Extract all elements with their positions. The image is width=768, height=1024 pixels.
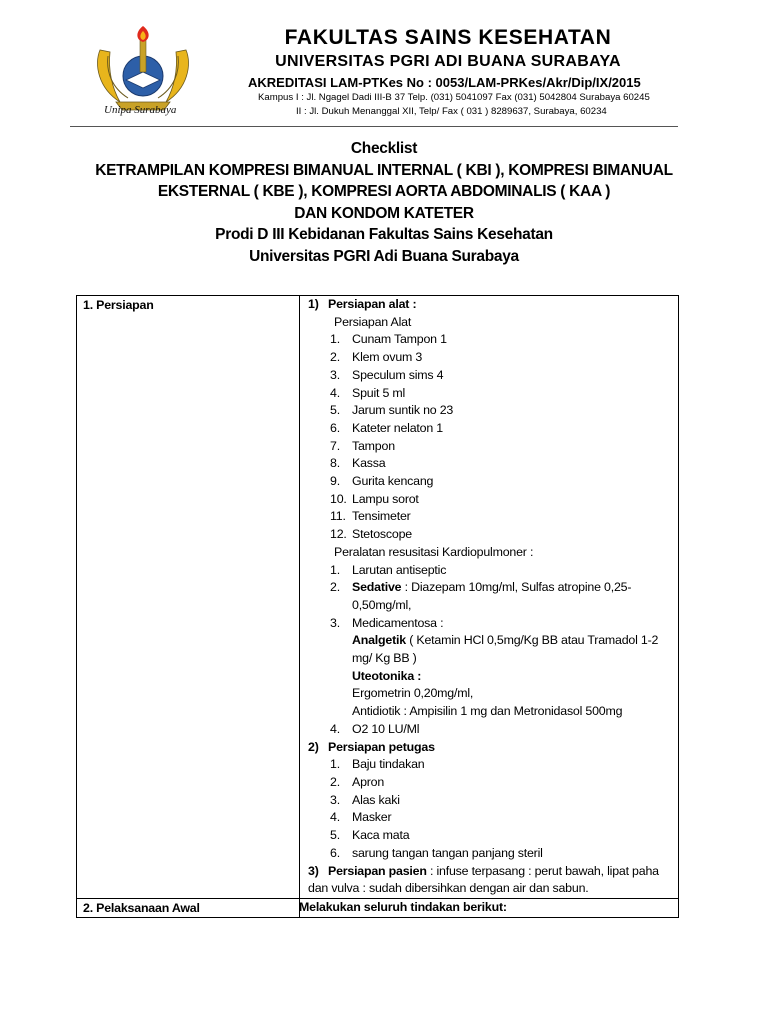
list-item: 10. Lampu sorot: [330, 491, 419, 506]
title-line: Checklist: [350, 140, 418, 157]
section-heading: 2) Persiapan petugas: [308, 739, 435, 754]
section-heading: 3) Persiapan pasien : infuse terpasang : perut bawah, lipat paha: [308, 863, 659, 878]
row-content: [300, 296, 679, 899]
list-item: 3. Speculum sims 4: [330, 367, 444, 382]
list-item: 2. Apron: [330, 774, 385, 789]
list-item: 8. Kassa: [330, 456, 386, 471]
list-item: 1. Larutan antiseptic: [330, 562, 447, 577]
letterhead: [0, 0, 768, 130]
list-item: 9. Gurita kencang: [330, 474, 434, 489]
list-item-continued: mg/ Kg BB ): [352, 651, 417, 666]
campus-address-1: Kampus I : Jl. Ngagel Dadi III-B 37 Telp. (031) 5041097 Fax (031) 5042804 Surabaya 60245: [258, 92, 650, 103]
list-item-continued: 0,50mg/ml,: [352, 597, 412, 612]
table-row: [77, 898, 679, 917]
list-item: 2. Klem ovum 3: [330, 350, 423, 365]
row-label: 2. Pelaksanaan Awal: [77, 898, 300, 917]
logo-caption: Unipa Surabaya: [104, 104, 177, 116]
staff-list: [300, 756, 672, 862]
list-item: 7. Tampon: [330, 438, 395, 453]
list-item: 3. Medicamentosa :: [330, 615, 444, 630]
program-line: Prodi D III Kebidanan Fakultas Sains Kesehatan: [215, 226, 553, 243]
list-item: 11. Tensimeter: [330, 509, 411, 524]
list-item: 4. O2 10 LU/Ml: [330, 721, 420, 736]
row-content: [300, 898, 679, 917]
list-item-continued: Analgetik ( Ketamin HCl 0,5mg/Kg BB atau Tramadol 1-2: [352, 633, 659, 648]
list-item: 6. sarung tangan tangan panjang steril: [330, 845, 543, 860]
list-item: 4. Spuit 5 ml: [330, 385, 406, 400]
title-line: DAN KONDOM KATETER: [294, 204, 474, 222]
list-item: 3. Alas kaki: [330, 792, 400, 807]
list-item: 1. Baju tindakan: [330, 757, 425, 772]
subsection-title: Persiapan Alat: [334, 314, 412, 329]
list-item-continued: Antidiotik : Ampisilin 1 mg dan Metronidasol 500mg: [352, 704, 623, 719]
accreditation: AKREDITASI LAM-PTKes No : 0053/LAM-PRKes/Akr/Dip/IX/2015: [248, 75, 641, 90]
campus-address-2: II : Jl. Dukuh Menanggal XII, Telp/ Fax ( 031 ) 8289637, Surabaya, 60234: [296, 106, 607, 117]
equipment-list: [300, 331, 672, 543]
title-line: KETRAMPILAN KOMPRESI BIMANUAL INTERNAL ( KBI ), KOMPRESI BIMANUAL: [95, 161, 673, 179]
section-heading: 1) Persiapan alat :: [308, 297, 417, 311]
title-line: EKSTERNAL ( KBE ), KOMPRESI AORTA ABDOMINALIS ( KAA ): [157, 183, 611, 200]
organization-header: [238, 26, 698, 118]
list-item: 1. Cunam Tampon 1: [330, 332, 447, 347]
section-heading: Melakukan seluruh tindakan berikut:: [299, 899, 507, 914]
row-label: 1. Persiapan: [77, 296, 300, 899]
list-item-continued: Uteotonika :: [352, 668, 422, 683]
list-item: 12. Stetoscope: [330, 527, 412, 542]
section-heading-continued: dan vulva : sudah dibersihkan dengan air dan sabun.: [308, 881, 589, 896]
checklist-table: [76, 295, 679, 918]
list-item: 5. Kaca mata: [330, 828, 410, 843]
list-item-continued: Ergometrin 0,20mg/ml,: [352, 686, 474, 701]
list-item: 4. Masker: [330, 810, 392, 825]
list-item: 5. Jarum suntik no 23: [330, 403, 454, 418]
list-item: 6. Kateter nelaton 1: [330, 420, 443, 435]
document-title: [60, 138, 708, 267]
subsection-title: Peralatan resusitasi Kardiopulmoner :: [334, 544, 534, 559]
table-row: [77, 296, 679, 899]
university-line: Universitas PGRI Adi Buana Surabaya: [249, 247, 519, 265]
faculty-name: FAKULTAS SAINS KESEHATAN: [284, 26, 612, 49]
university-name: UNIVERSITAS PGRI ADI BUANA SURABAYA: [275, 53, 621, 70]
header-divider: [70, 126, 678, 127]
list-item: 2. Sedative : Diazepam 10mg/ml, Sulfas atropine 0,25-: [330, 580, 632, 595]
